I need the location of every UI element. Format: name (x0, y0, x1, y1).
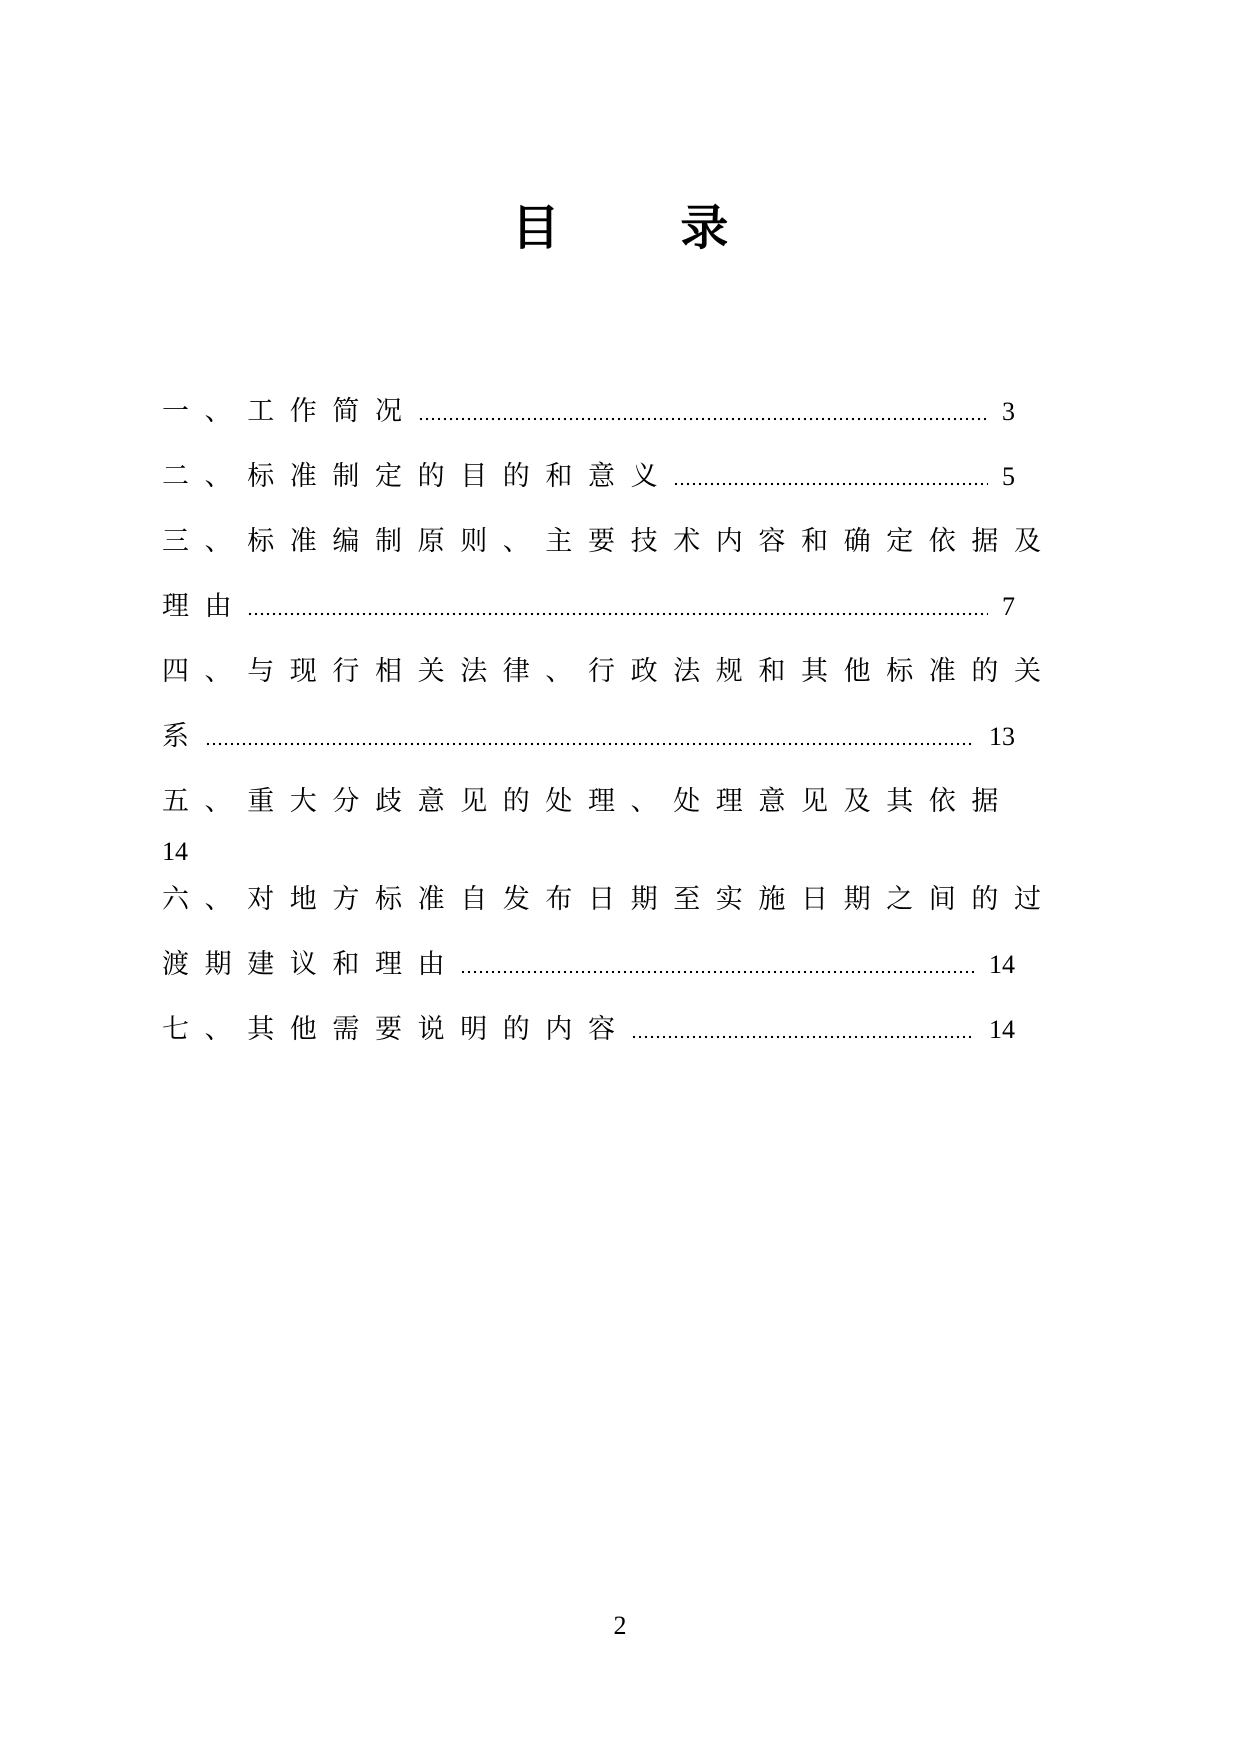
toc-entry-1[interactable] (162, 392, 1015, 432)
toc-entry-text: 理由 (162, 591, 248, 622)
toc-entry-page: 14 (989, 950, 1015, 979)
toc-leader-dots (631, 1033, 975, 1041)
toc-entry-3-line1[interactable] (162, 522, 1057, 562)
toc-entry-page: 14 (989, 1015, 1015, 1044)
page-number: 2 (613, 1611, 627, 1640)
toc-leader-dots (247, 610, 988, 618)
toc-entry-5-page[interactable]: 14 (162, 837, 188, 866)
page-title: 目 录 (511, 200, 781, 256)
toc-entry-text: 渡期建议和理由 (162, 949, 461, 980)
toc-entry-6-line2[interactable] (162, 945, 1015, 985)
toc-entry-text: 七、其他需要说明的内容 (162, 1014, 631, 1045)
toc-entry-6-line1[interactable] (162, 880, 1057, 920)
toc-entry-text: 五、重大分歧意见的处理、处理意见及其依据 (162, 786, 1014, 817)
toc-entry-page: 3 (1002, 397, 1015, 426)
toc-entry-text: 六、对地方标准自发布日期至实施日期之间的过 (162, 884, 1057, 915)
toc-leader-dots (205, 740, 975, 748)
toc-entry-text: 四、与现行相关法律、行政法规和其他标准的关 (162, 656, 1057, 687)
toc-entry-4-line1[interactable] (162, 652, 1057, 692)
toc-entry-page: 7 (1002, 592, 1015, 621)
toc-entry-3-line2[interactable] (162, 587, 1015, 627)
toc-entry-7[interactable] (162, 1010, 1015, 1050)
toc-entry-text: 一、工作简况 (162, 396, 418, 427)
toc-entry-text: 三、标准编制原则、主要技术内容和确定依据及 (162, 526, 1057, 557)
toc-entry-5[interactable] (162, 782, 1014, 822)
toc-leader-dots (460, 968, 975, 976)
toc-entry-4-line2[interactable] (162, 717, 1015, 757)
toc-entry-text: 二、标准制定的目的和意义 (162, 461, 674, 492)
toc-entry-page: 5 (1002, 462, 1015, 491)
toc-leader-dots (673, 480, 988, 488)
toc-entry-2[interactable] (162, 457, 1015, 497)
toc-entry-page: 13 (989, 722, 1015, 751)
toc-entry-text: 系 (162, 721, 205, 752)
toc-leader-dots (418, 415, 988, 423)
